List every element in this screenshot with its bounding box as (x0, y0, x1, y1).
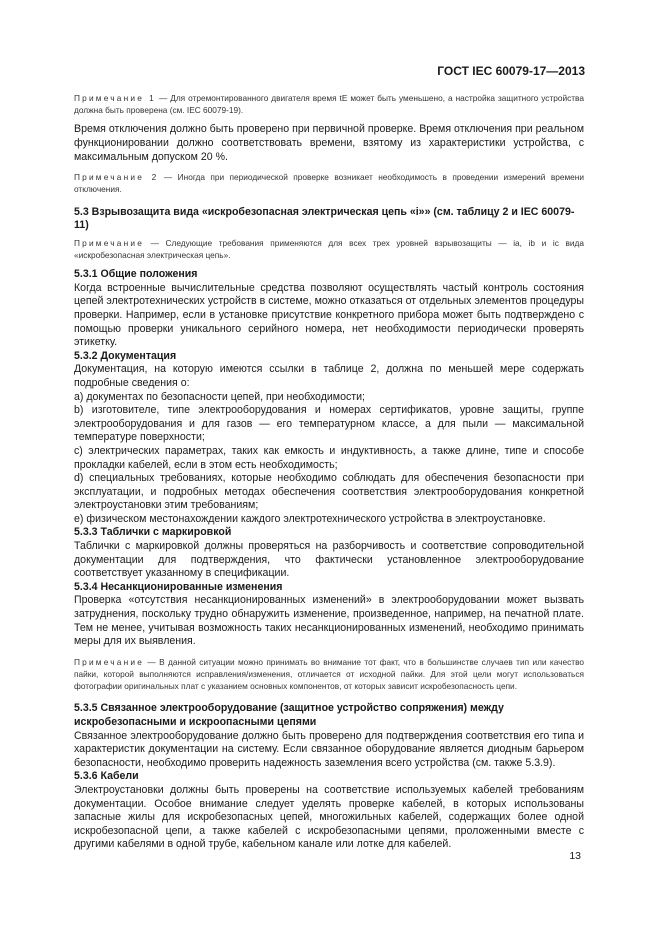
page-number: 13 (569, 850, 581, 862)
section-5-3-5-text: Связанное электрооборудование должно быть проверено для подтверждения соответствия его типа и характеристик документации на систему. Если связанное оборудование является диодным барьером безопасности, необходимо проверить надежность заземления всего устройства (см. также 5.3.9). (74, 729, 584, 769)
section-5-3-2-intro: Документация, на которую имеются ссылки в таблице 2, должна по меньшей мере содержать подробные сведения о: (74, 363, 584, 389)
section-5-3-4-text: Проверка «отсутствия несанкционированных изменений» в электрооборудовании может вызвать затруднения, поскольку трудно обнаружить изменение, произведенное, например, на печатной плате. Тем не менее, учитывая возможность таких несанкционированных изменений, необходимо принимать меры для их выявления. (74, 594, 584, 648)
note-4-label: Примечание (74, 656, 145, 667)
standard-code-header: ГОСТ IEC 60079-17—2013 (437, 64, 585, 78)
doc-list-item-e: e) физическом местонахождении каждого электротехнического устройства в электроустановке. (74, 512, 546, 525)
note-4 (74, 656, 584, 693)
section-5-3-2-title: 5.3.2 Документация (74, 349, 177, 362)
paragraph-check-time: Время отключения должно быть проверено при первичной проверке. Время отключения при реальном функционировании должно соответствовать времени, взятому из характеристики устройства, с максимальным допуском 20 %. (74, 123, 584, 163)
note-3-label: Примечание (74, 237, 145, 248)
note-1 (74, 92, 584, 116)
doc-list-item-c: c) электрических параметрах, таких как емкость и индуктивность, а также длине, типе и способе прокладки кабелей, если в этом есть необходимость; (74, 444, 584, 471)
doc-list-item-b: b) изготовителе, типе электрооборудования и номерах сертификатов, уровне защиты, группе электрооборудования и для газов — его температурном классе, а для пыли — максимальной температуре поверхности; (74, 404, 584, 444)
note-2-text: — Иногда при периодической проверке возникает необходимость в проведении измерений времени отключения. (74, 172, 584, 195)
page-content (74, 92, 584, 852)
note-3-text: — Следующие требования применяются для всех трех уровней взрывозащиты — ia, ib и ic вида «искробезопасная электрическая цепь». (74, 237, 584, 260)
note-1-text: — Для отремонтированного двигателя время tE может быть уменьшено, а настройка защитного устройства должна быть проверена (см. IEC 60079-19). (74, 93, 584, 116)
note-2-label: Примечание 2 (74, 172, 159, 183)
section-5-3-6-title: 5.3.6 Кабели (74, 770, 139, 783)
doc-list-item-a: a) документах по безопасности цепей, при необходимости; (74, 390, 365, 403)
doc-list-item-d: d) специальных требованиях, которые необходимо соблюдать для обеспечения безопасности при эксплуатации, и подробных методах обеспечения соответствия электрооборудования конкретной электроустановки этим требованиям; (74, 472, 584, 512)
section-5-3-5-title: 5.3.5 Связанное электрооборудование (защитное устройство сопряжения) между искробезопасными и искроопасными цепями (74, 702, 504, 729)
note-1-label: Примечание 1 (74, 93, 156, 103)
section-5-3-1-title: 5.3.1 Общие положения (74, 268, 198, 281)
note-4-text: — В данной ситуации можно принимать во внимание тот факт, что в большинстве случаев тип или качество пайки, которой выполняются исправления/изменения, отличается от исходной пайки. Для этой цели могут использоваться фотографии оригинальных плат с указанием основных компонентов, от которых зависит искробезопасность цепи. (74, 656, 584, 692)
section-5-3-title: 5.3 Взрывозащита вида «искробезопасная электрическая цепь «i»» (см. таблицу 2 и IEC 60079-11) (74, 205, 575, 232)
section-5-3-6-text: Электроустановки должны быть проверены на соответствие используемых кабелей требованиям документации. Особое внимание следует уделять проверке кабелей, в которых использованы запасные жилы для искробезопасных цепей, многожильных кабелей, содержащих более одной искробезопасной цепи, а также кабелей с искробезопасными цепями, проложенными вместе с другими кабелями в одной трубе, кабельном канале или лотке для кабелей. (74, 783, 584, 851)
section-5-3-3-text: Таблички с маркировкой должны проверяться на разборчивость и соответствие сопроводительной документации для подтверждения, что фактически установленное электрооборудование соответствует указанному в спецификации. (74, 540, 584, 580)
section-5-3-3-title: 5.3.3 Таблички с маркировкой (74, 526, 232, 539)
note-3 (74, 237, 584, 261)
section-5-3-1-text: Когда встроенные вычислительные средства позволяют осуществлять частый контроль состояния цепей электротехнических устройств в системе, можно отказаться от отдельных элементов процедуры проверки. Например, если в установке присутствие конкретного прибора может быть подтверждено с помощью проверки уникального серийного номера, нет необходимости периодически проверять этикетку. (74, 281, 584, 349)
section-5-3-4-title: 5.3.4 Несанкционированные изменения (74, 580, 283, 593)
note-2 (74, 171, 584, 195)
